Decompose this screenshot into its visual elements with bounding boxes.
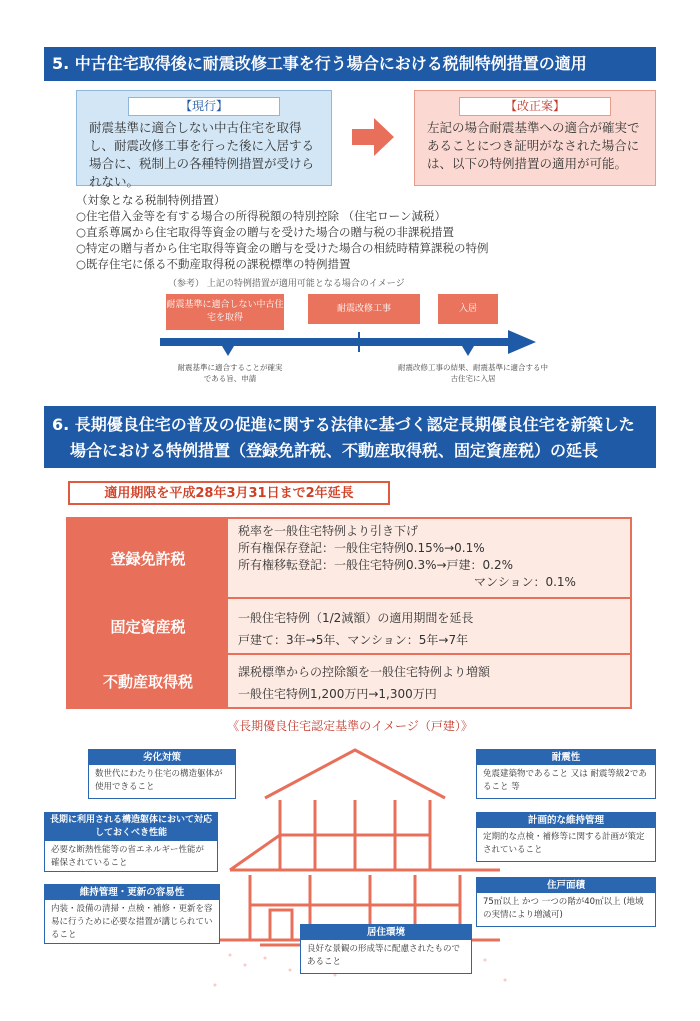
ref-text: 上記の特例措置が適用可能となる場合のイメージ bbox=[206, 279, 405, 289]
section6-heading bbox=[44, 406, 656, 468]
callout-environment bbox=[300, 924, 472, 974]
callout-body: 数世代にわたり住宅の構造躯体が使用できること bbox=[95, 769, 223, 792]
revised-text: 左記の場合耐震基準への適合が確実であることにつき証明がなされた場合には、以下の特例措置の適用が可能。 bbox=[427, 120, 640, 171]
ref-tag: （参考） bbox=[168, 279, 205, 289]
target-measures bbox=[76, 192, 676, 272]
tax-row-registration bbox=[68, 519, 630, 597]
timeline-note-left: 耐震基準に適合することが確実である旨、申請 bbox=[177, 363, 283, 383]
callout-area bbox=[476, 877, 656, 927]
desc-line: 一般住宅特例1,200万円→1,300万円 bbox=[238, 687, 437, 701]
desc-line: 戸建て：3年→5年、マンション：5年→7年 bbox=[238, 633, 469, 647]
callout-body: 免震建築物であること 又は 耐震等級2であること 等 bbox=[483, 769, 647, 792]
triangle-marker-icon bbox=[462, 346, 474, 356]
tax-name: 不動産取得税 bbox=[68, 655, 228, 707]
callout-title: 居住環境 bbox=[301, 925, 471, 940]
callout-deterioration bbox=[88, 749, 236, 799]
tax-table bbox=[66, 517, 632, 709]
tax-desc bbox=[228, 519, 630, 597]
tax-row-acquisition bbox=[68, 653, 630, 707]
triangle-marker-icon bbox=[222, 346, 234, 356]
tax-name: 固定資産税 bbox=[68, 599, 228, 653]
target-item: ○直系尊属から住宅取得等資金の贈与を受けた場合の贈与税の非課税措置 bbox=[76, 225, 455, 239]
revised-box bbox=[414, 90, 656, 186]
tax-desc bbox=[228, 655, 630, 707]
callout-title: 住戸面積 bbox=[477, 878, 655, 893]
callout-body: 75㎡以上 かつ 一つの階が40㎡以上 (地域の実情により増減可) bbox=[483, 897, 644, 920]
timeline-step-acquire: 耐震基準に適合しない中古住宅を取得 bbox=[166, 294, 284, 330]
target-item: ○既存住宅に係る不動産取得税の課税標準の特例措置 bbox=[76, 257, 351, 271]
callout-seismic bbox=[476, 749, 656, 799]
timeline-arrow bbox=[160, 328, 540, 358]
right-arrow-icon bbox=[352, 118, 394, 156]
callout-title: 長期に利用される構造躯体において対応しておくべき性能 bbox=[45, 813, 217, 841]
timeline-step-movein: 入居 bbox=[438, 294, 498, 324]
tax-name: 登録免許税 bbox=[68, 519, 228, 597]
callout-body: 必要な断熱性能等の省エネルギー性能が確保されていること bbox=[51, 845, 205, 868]
current-text: 耐震基準に適合しない中古住宅を取得し、耐震改修工事を行った後に入居する場合に、税制上の各種特例措置が受けられない。 bbox=[89, 120, 315, 189]
revised-label: 【改正案】 bbox=[459, 97, 611, 116]
callout-plan bbox=[476, 812, 656, 862]
section5-heading: 5. 中古住宅取得後に耐震改修工事を行う場合における税制特例措置の適用 bbox=[44, 47, 656, 81]
desc-line: 一般住宅特例（1/2減額）の適用期間を延長 bbox=[238, 611, 474, 625]
section6-heading-line2: 場合における特例措置（登録免許税、不動産取得税、固定資産税）の延長 bbox=[70, 441, 599, 460]
timeline-ref bbox=[168, 276, 405, 289]
callout-body: 定期的な点検・補修等に関する計画が策定されていること bbox=[483, 832, 645, 855]
desc-line: 所有権移転登記：一般住宅特例0.3%→戸建：0.2% bbox=[238, 558, 514, 572]
callout-body: 良好な景観の形成等に配慮されたものであること bbox=[307, 944, 461, 967]
callout-body: 内装・設備の清掃・点検・補修・更新を容易に行うために必要な措置が講じられていること bbox=[51, 904, 213, 940]
image-title: 《長期優良住宅認定基準のイメージ（戸建）》 bbox=[227, 719, 473, 733]
current-box bbox=[76, 90, 332, 189]
current-label: 【現行】 bbox=[128, 97, 280, 116]
section6-heading-line1: 6. 長期優良住宅の普及の促進に関する法律に基づく認定長期優良住宅を新築した bbox=[52, 415, 635, 434]
target-item: ○特定の贈与者から住宅取得等資金の贈与を受けた場合の相続時精算課税の特例 bbox=[76, 241, 489, 255]
callout-title: 耐震性 bbox=[477, 750, 655, 765]
desc-line: 所有権保存登記：一般住宅特例0.15%→0.1% bbox=[238, 541, 485, 555]
callout-title: 劣化対策 bbox=[89, 750, 235, 765]
callout-adaptability bbox=[44, 812, 218, 872]
target-item: ○住宅借入金等を有する場合の所得税額の特別控除 （住宅ローン減税） bbox=[76, 209, 446, 223]
tax-row-property bbox=[68, 597, 630, 653]
desc-line: マンション：0.1% bbox=[474, 575, 576, 589]
timeline-step-retrofit: 耐震改修工事 bbox=[308, 294, 420, 324]
deadline-badge: 適用期限を平成28年3月31日まで2年延長 bbox=[68, 481, 390, 505]
callout-title: 計画的な維持管理 bbox=[477, 813, 655, 828]
desc-line: 税率を一般住宅特例より引き下げ bbox=[238, 524, 419, 538]
targets-title: （対象となる税制特例措置） bbox=[76, 193, 226, 207]
desc-line: 課税標準からの控除額を一般住宅特例より増額 bbox=[238, 665, 491, 679]
tax-desc bbox=[228, 599, 630, 653]
timeline-note-right: 耐震改修工事の結果、耐震基準に適合する中古住宅に入居 bbox=[398, 363, 548, 383]
callout-maintenance bbox=[44, 884, 220, 944]
callout-title: 維持管理・更新の容易性 bbox=[45, 885, 219, 900]
